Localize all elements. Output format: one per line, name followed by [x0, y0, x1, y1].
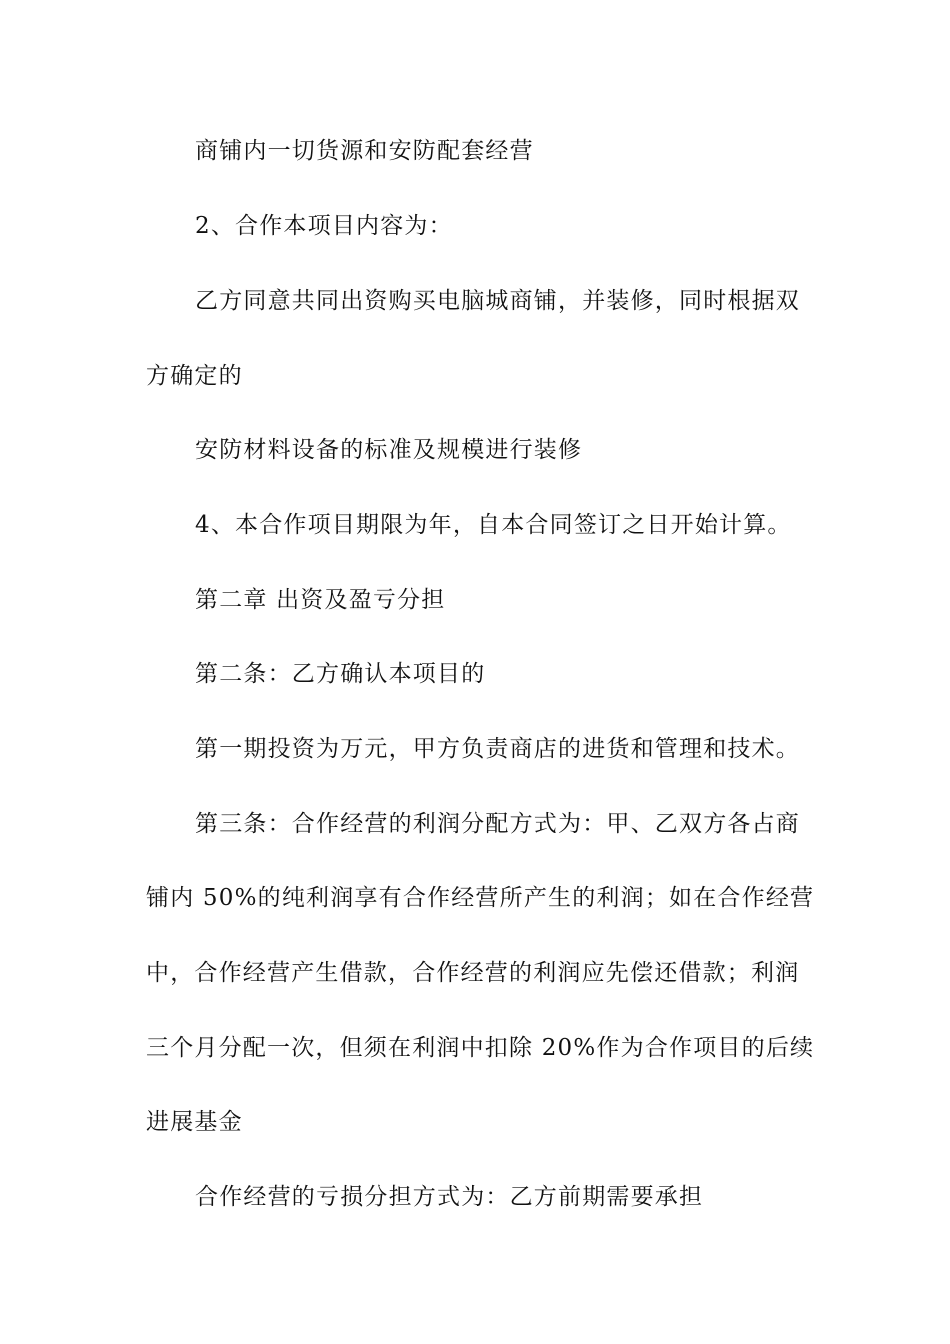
text-line: 铺内 50%的纯利润享有合作经营所产生的利润；如在合作经营: [146, 885, 815, 911]
text-line: 4、本合作项目期限为年，自本合同签订之日开始计算。: [195, 512, 792, 538]
chapter-heading: 第二章 出资及盈亏分担: [195, 587, 446, 613]
text-line: 商铺内一切货源和安防配套经营: [195, 138, 534, 164]
text-line: 合作经营的亏损分担方式为：乙方前期需要承担: [195, 1184, 704, 1210]
text-line: 中，合作经营产生借款，合作经营的利润应先偿还借款；利润: [146, 960, 800, 986]
text-line: 三个月分配一次，但须在利润中扣除 20%作为合作项目的后续: [146, 1035, 815, 1061]
text-line: 安防材料设备的标准及规模进行装修: [195, 437, 583, 463]
text-line: 第一期投资为万元，甲方负责商店的进货和管理和技术。: [195, 736, 800, 762]
text-line: 乙方同意共同出资购买电脑城商铺，并装修，同时根据双: [195, 288, 800, 314]
text-line: 第二条：乙方确认本项目的: [195, 661, 486, 687]
text-line: 方确定的: [146, 363, 243, 389]
text-line: 第三条：合作经营的利润分配方式为：甲、乙双方各占商: [195, 811, 800, 837]
text-line: 2、合作本项目内容为：: [195, 213, 453, 239]
text-line: 进展基金: [146, 1109, 243, 1135]
